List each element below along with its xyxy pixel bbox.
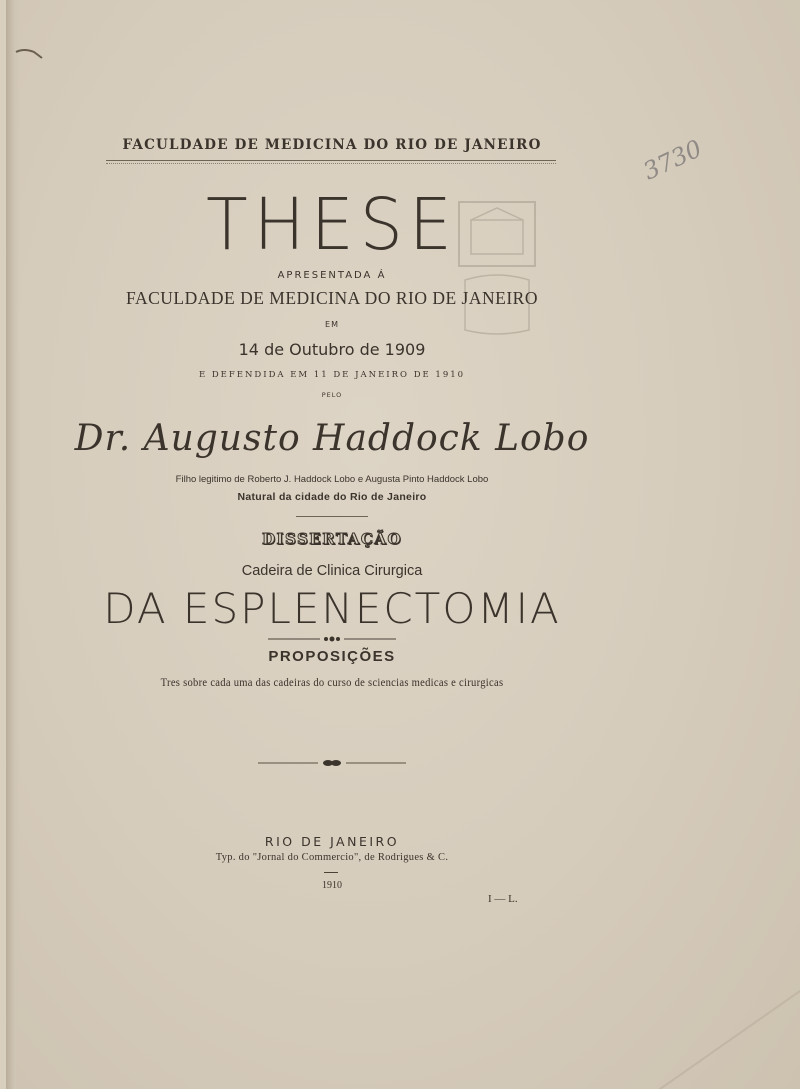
filiation-line: Filho legitimo de Roberto J. Haddock Lobo e Augusta Pinto Haddock Lobo (175, 474, 489, 485)
defense-date: E DEFENDIDA EM 11 DE JANEIRO DE 1910 (198, 370, 466, 380)
ink-smudge (14, 44, 48, 64)
pelo-label: PELO (321, 391, 343, 399)
thesis-subject: DA ESPLENECTOMIA (103, 584, 561, 633)
presentation-date: 14 de Outubro de 1909 (238, 340, 426, 359)
document-page (6, 0, 800, 1089)
author-name: Dr. Augusto Haddock Lobo (74, 418, 590, 459)
embossed-stamp (455, 200, 539, 338)
birthplace-line: Natural da cidade do Rio de Janeiro (237, 491, 427, 503)
propositions-note: Tres sobre cada uma das cadeiras do curso de sciencias medicas e cirurgicas (160, 677, 504, 689)
imprint-year: 1910 (322, 880, 342, 891)
imprint-city: RIO DE JANEIRO (264, 834, 400, 849)
handwritten-number: 3730 (638, 134, 707, 186)
section-rule (296, 516, 368, 517)
imprint-dash (324, 872, 338, 873)
ornament-divider-lower (258, 759, 406, 767)
header-rule-dotted (106, 163, 556, 164)
imprint-printer: Typ. do "Jornal do Commercio", de Rodrigues & C. (215, 852, 449, 863)
em-label: EM (325, 320, 339, 329)
propositions-heading: PROPOSIÇÕES (268, 648, 396, 665)
page-fold (567, 981, 800, 1089)
header-rule (106, 160, 556, 161)
dissertation-heading: DISSERTAÇÃO (261, 530, 403, 548)
faculty-name: FACULDADE DE MEDICINA DO RIO DE JANEIRO (126, 288, 538, 308)
chair-line: Cadeira de Clinica Cirurgica (241, 563, 423, 579)
institution-header: FACULDADE DE MEDICINA DO RIO DE JANEIRO (122, 137, 542, 153)
ornament-divider (268, 636, 396, 642)
presented-label: APRESENTADA Á (277, 270, 387, 281)
document-title: THESE (206, 184, 458, 267)
signature-mark: I — L. (488, 893, 518, 905)
